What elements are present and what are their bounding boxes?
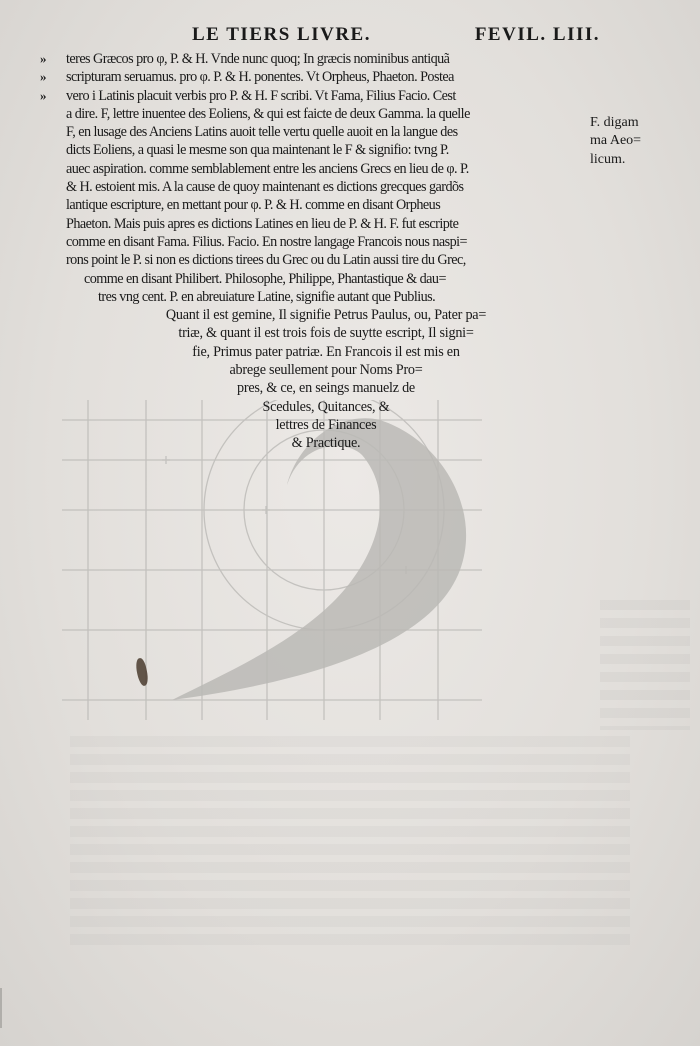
text-line: abrege seullement pour Noms Pro= [229, 362, 423, 379]
text-line: & H. estoient mis. A la cause de quoy maintenant es dictions grecques gardõs [66, 179, 464, 196]
text-line: & Practique. [291, 435, 361, 452]
marginal-quote-marks [40, 50, 60, 105]
text-line: teres Græcos pro φ, P. & H. Vnde nunc quoq; In græcis nominibus antiquã [66, 51, 450, 67]
running-title: LE TIERS LIVRE. [192, 24, 371, 45]
folio-number: FEVIL. LIII. [474, 24, 600, 45]
text-line: pres, & ce, en seings manuelz de [237, 380, 415, 397]
marginal-note-line: ma Aeo= [590, 133, 642, 149]
text-line: F, en lusage des Anciens Latins auoit telle vertu quelle auoit en la langue des [66, 124, 458, 141]
body-text [66, 50, 586, 453]
text-line: scripturam seruamus. pro φ. P. & H. ponentes. Vt Orpheus, Phaeton. Postea [66, 69, 454, 86]
text-line: lettres de Finances [275, 416, 377, 433]
text-line: Scedules, Quitances, & [262, 398, 390, 415]
text-line: lantique escripture, en mettant pour φ. P. & H. comme en disant Orpheus [66, 197, 441, 214]
text-line: triæ, & quant il est trois fois de suytte escript, Il signi= [178, 325, 474, 342]
quote-mark: » [40, 69, 47, 85]
text-line: fie, Primus pater patriæ. En Francois il est mis en [192, 343, 460, 360]
page-edge-mark [0, 988, 20, 1028]
text-line: dicts Eoliens, a quasi le mesme son qua maintenant le F & signifio: tvng P. [66, 142, 449, 159]
text-line: Quant il est gemine, Il signifie Petrus Paulus, ou, Pater pa= [165, 307, 487, 324]
marginal-note [590, 114, 690, 169]
bleed-through-text-bottom [70, 736, 630, 946]
text-line: tres vng cent. P. en abreuiature Latine, signifie autant que Publius. [98, 288, 436, 305]
text-line: rons point le P. si non es dictions tirees du Grec ou du Latin aussi tire du Grec, [66, 252, 466, 269]
bleed-through-text-right [600, 600, 690, 730]
text-line: comme en disant Fama. Filius. Facio. En nostre langage Francois nous naspi= [66, 233, 467, 250]
text-line: auec aspiration. comme semblablement entre les anciens Grecs en lieu de φ. P. [66, 160, 469, 177]
text-line: vero i Latinis placuit verbis pro P. & H. F scribi. Vt Fama, Filius Facio. Cest [66, 87, 456, 104]
marginal-note-line: licum. [590, 151, 626, 167]
marginal-note-line: F. digam [590, 115, 639, 130]
quote-mark: » [40, 51, 47, 66]
text-line: Phaeton. Mais puis apres es dictions Latines en lieu de P. & H. F. fut escripte [66, 215, 459, 232]
tapered-paragraph-end [66, 306, 586, 452]
text-line: a dire. F, lettre inuentee des Eoliens, & qui est faicte de deux Gamma. la quelle [66, 105, 470, 122]
text-line: comme en disant Philibert. Philosophe, Philippe, Phantastique & dau= [84, 270, 446, 287]
quote-mark: » [40, 87, 47, 103]
running-head [60, 24, 600, 48]
